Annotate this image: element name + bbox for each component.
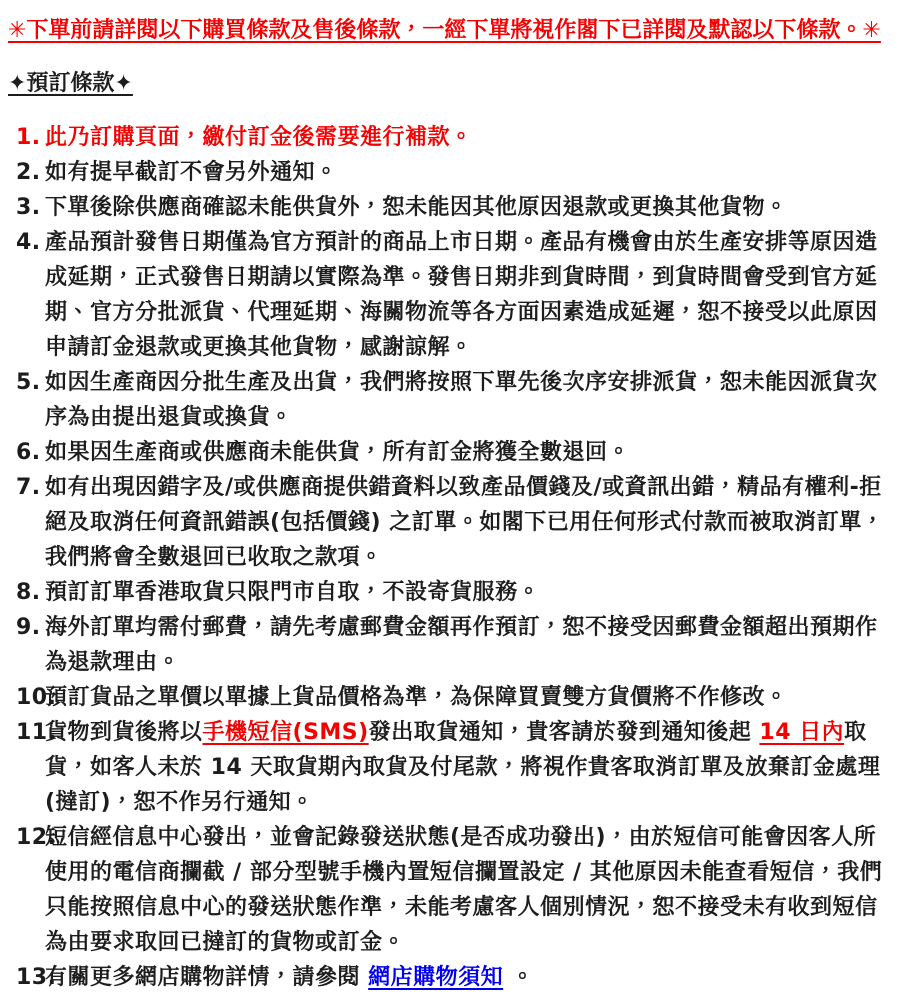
term-segment: 。 <box>503 965 534 990</box>
term-text <box>45 440 630 465</box>
term-segment: 如因生產商因分批生產及出貨，我們將按照下單先後次序安排派貨，恕未能因派貨次序為由提出退貨或換貨。 <box>45 370 878 430</box>
term-number: 1. <box>16 125 41 150</box>
term-text <box>45 965 534 990</box>
term-item-7 <box>8 470 897 575</box>
term-text <box>45 720 880 815</box>
term-number: 4. <box>16 230 41 255</box>
term-item-6 <box>8 435 897 470</box>
term-text <box>45 580 540 605</box>
term-segment: 發出取貨通知，貴客請於發到通知後起 <box>368 720 760 745</box>
term-number: 12. <box>16 825 57 850</box>
term-text <box>45 160 338 185</box>
term-item-11 <box>8 715 897 820</box>
term-text <box>45 825 882 955</box>
term-text <box>45 370 878 430</box>
term-number: 13. <box>16 965 57 990</box>
purchase-notice-header: ✳下單前請詳閱以下購買條款及售後條款，一經下單將視作閣下已詳閱及默認以下條款。✳ <box>8 18 881 43</box>
term-number: 3. <box>16 195 41 220</box>
term-segment: 取貨，如客人未於 14 天取貨期內取貨及付尾款，將視作貴客取消訂單及放棄訂金處理(撻訂)，恕不作另行通知。 <box>45 720 881 815</box>
term-segment: 如有出現因錯字及/或供應商提供錯資料以致產品價錢及/或資訊出錯，精品有權利-拒絕及取消任何資訊錯誤(包括價錢) 之訂單。如閣下已用任何形式付款而被取消訂單，我們將會全數退回已收取之款項。 <box>45 475 885 570</box>
term-number: 10. <box>16 685 57 710</box>
term-segment: 下單後除供應商確認未能供貨外，恕未能因其他原因退款或更換其他貨物。 <box>45 195 788 220</box>
term-number: 9. <box>16 615 41 640</box>
term-segment: 短信經信息中心發出，並會記錄發送狀態(是否成功發出)，由於短信可能會因客人所使用的電信商攔截 / 部分型號手機內置短信攔置設定 / 其他原因未能查看短信，我們只能按照信息中心的發送狀態作準，未能考慮客人個別情況，恕不接受未有收到短信為由要求取回已撻訂的貨物或訂金。 <box>45 825 883 955</box>
term-text <box>45 125 473 150</box>
term-text <box>45 615 878 675</box>
term-segment: 如有提早截訂不會另外通知。 <box>45 160 338 185</box>
terms-list <box>8 120 897 995</box>
term-number: 6. <box>16 440 41 465</box>
term-item-10 <box>8 680 897 715</box>
term-item-5 <box>8 365 897 435</box>
term-segment: 如果因生產商或供應商未能供貨，所有訂金將獲全數退回。 <box>45 440 631 465</box>
preorder-terms-title: ✦預訂條款✦ <box>8 71 133 96</box>
term-text <box>45 195 788 220</box>
term-segment: 海外訂單均需付郵費，請先考慮郵費金額再作預訂，恕不接受因郵費金額超出預期作為退款理由。 <box>45 615 878 675</box>
term-segment: 產品預計發售日期僅為官方預計的商品上市日期。產品有機會由於生產安排等原因造成延期，正式發售日期請以實際為準。發售日期非到貨時間，到貨時間會受到官方延期、官方分批派貨、代理延期、海關物流等各方面因素造成延遲，恕不接受以此原因申請訂金退款或更換其他貨物，感謝諒解。 <box>45 230 878 360</box>
term-segment: 預訂貨品之單價以單據上貨品價格為準，為保障買賣雙方貨價將不作修改。 <box>45 685 788 710</box>
term-text <box>45 475 884 570</box>
highlighted-text: 手機短信(SMS) <box>202 720 369 745</box>
term-number: 8. <box>16 580 41 605</box>
shop-guide-link[interactable]: 網店購物須知 <box>368 965 504 990</box>
term-item-9 <box>8 610 897 680</box>
term-item-1 <box>8 120 897 155</box>
term-number: 11. <box>16 720 57 745</box>
term-item-12 <box>8 820 897 960</box>
highlighted-text: 14 日內 <box>759 720 845 745</box>
term-item-2 <box>8 155 897 190</box>
term-number: 5. <box>16 370 41 395</box>
term-segment: 貨物到貨後將以 <box>45 720 203 745</box>
term-text <box>45 230 878 360</box>
term-item-13 <box>8 960 897 995</box>
term-segment: 此乃訂購頁面，繳付訂金後需要進行補款。 <box>45 125 473 150</box>
term-item-4 <box>8 225 897 365</box>
term-segment: 有關更多網店購物詳情，請參閱 <box>45 965 369 990</box>
term-item-3 <box>8 190 897 225</box>
term-item-8 <box>8 575 897 610</box>
term-segment: 預訂訂單香港取貨只限門市自取，不設寄貨服務。 <box>45 580 541 605</box>
term-text <box>45 685 788 710</box>
term-number: 7. <box>16 475 41 500</box>
term-number: 2. <box>16 160 41 185</box>
